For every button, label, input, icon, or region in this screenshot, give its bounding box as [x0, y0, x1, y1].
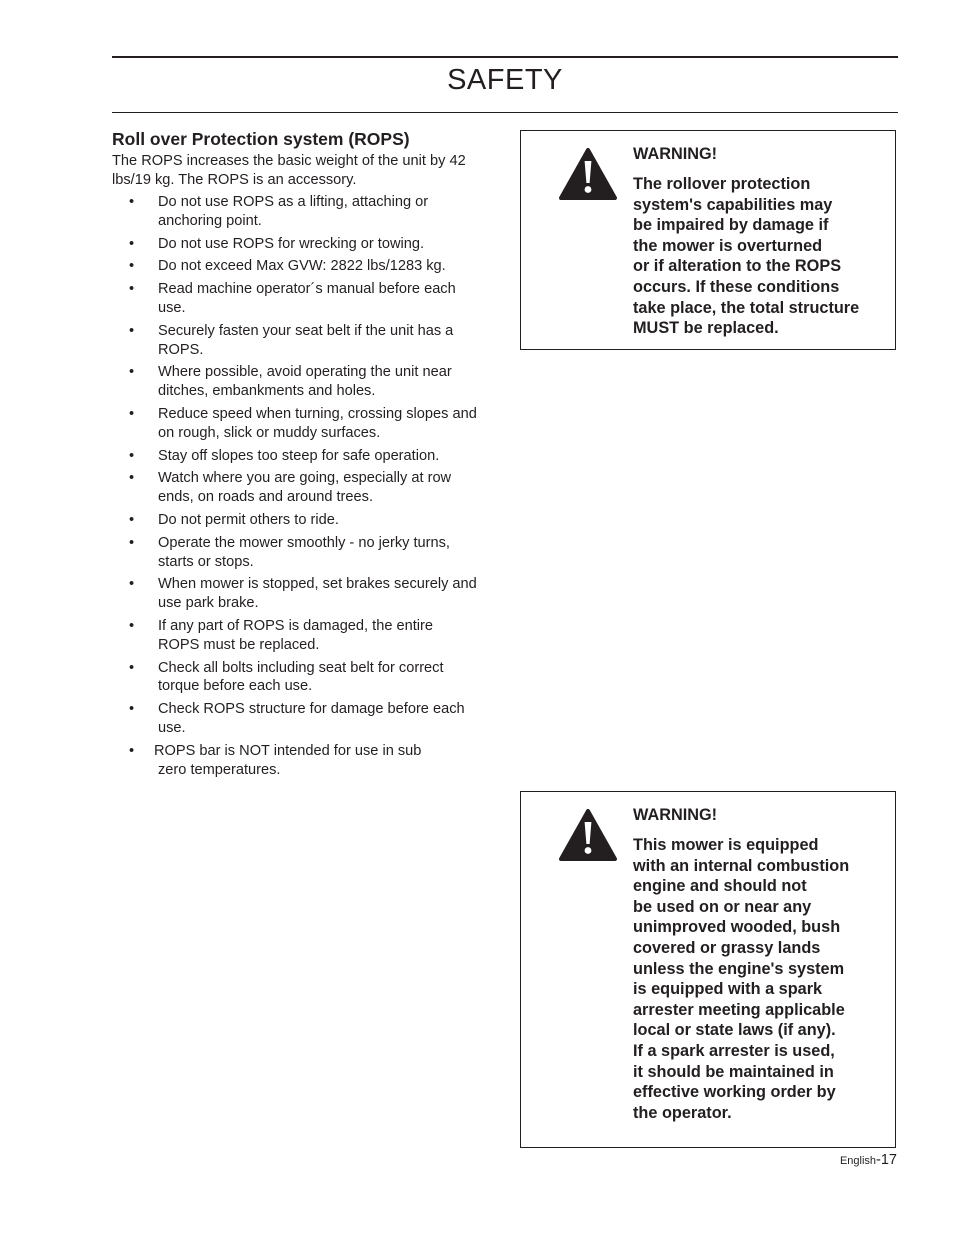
list-item: [112, 280, 497, 318]
list-item-text: Do not use ROPS as a lifting, attaching or anchoring point.: [158, 194, 429, 229]
list-item-text: Reduce speed when turning, crossing slopes and on rough, slick or muddy surfaces.: [158, 405, 477, 441]
list-item: [112, 322, 497, 360]
warning-heading: WARNING!: [633, 806, 718, 824]
list-item-text: Watch where you are going, especially at row ends, on roads and around trees.: [158, 470, 452, 506]
list-item-text: Do not exceed Max GVW: 2822 lbs/1283 kg.: [158, 258, 446, 275]
list-item: [112, 193, 497, 231]
list-item-text: Operate the mower smoothly - no jerky turns, starts or stops.: [158, 534, 450, 570]
bullet-icon: •: [129, 511, 135, 528]
list-item: [112, 447, 497, 466]
list-item-text: Do not use ROPS for wrecking or towing.: [158, 235, 425, 252]
list-item-text-continued: zero temperatures.: [158, 761, 281, 778]
bullet-icon: •: [129, 364, 135, 381]
list-item: [112, 235, 497, 254]
list-item: [112, 742, 497, 780]
bullet-icon: •: [129, 235, 135, 252]
list-item: [112, 534, 497, 572]
list-item-text: Read machine operator´s manual before each use.: [158, 281, 456, 316]
warning-body: This mower is equipped with an internal combustion engine and should not be used on or near any unimproved wooded, bush covered or grassy lands unless the engine's system is equipped with a spark arrester meeting applicable local or state laws (if any). If a spark arrester is used, it should be maintained in effective working order by the operator.: [633, 836, 850, 1122]
bullet-icon: •: [129, 258, 135, 275]
warning-heading: WARNING!: [633, 145, 718, 163]
section-heading: Roll over Protection system (ROPS): [112, 129, 410, 149]
list-item: [112, 659, 497, 697]
bullet-icon: •: [129, 659, 135, 676]
list-item-text: Stay off slopes too steep for safe operation.: [158, 447, 440, 464]
bullet-icon: •: [129, 576, 135, 593]
header-bottom-rule: [112, 112, 898, 113]
bullet-icon: •: [129, 405, 135, 422]
list-item-text: Check ROPS structure for damage before each use.: [158, 701, 465, 736]
list-item: [112, 405, 497, 443]
exclamation-triangle-icon: [558, 808, 618, 862]
list-item: [112, 511, 497, 530]
list-item-text: Do not permit others to ride.: [158, 511, 339, 528]
bullet-icon: •: [129, 534, 135, 551]
spark-arrester-warning-box: [520, 791, 896, 1148]
bullet-icon: •: [129, 742, 135, 759]
bullet-icon: •: [129, 447, 135, 464]
rops-section: [112, 127, 497, 783]
page-footer: [840, 1152, 897, 1168]
list-item-text: ROPS bar is NOT intended for use in sub: [154, 742, 422, 759]
list-item-text: If any part of ROPS is damaged, the entire ROPS must be replaced.: [158, 617, 433, 653]
header-top-rule: [112, 56, 898, 58]
footer-separator: -: [876, 1152, 881, 1168]
footer-language: English: [839, 1155, 877, 1167]
list-item-text: Where possible, avoid operating the unit near ditches, embankments and holes.: [158, 364, 452, 400]
list-item-text: Check all bolts including seat belt for correct torque before each use.: [158, 659, 444, 695]
list-item: [112, 363, 497, 401]
bullet-icon: •: [129, 281, 135, 298]
list-item: [112, 257, 497, 276]
bullet-icon: •: [129, 322, 135, 339]
bullet-icon: •: [129, 701, 135, 718]
rollover-warning-box: [520, 130, 896, 350]
rops-bullet-list: [112, 193, 497, 779]
list-item: [112, 575, 497, 613]
section-intro: The ROPS increases the basic weight of the unit by 42 lbs/19 kg. The ROPS is an accessory.: [112, 153, 466, 188]
page-number: 17: [880, 1152, 897, 1168]
warning-body: The rollover protection system's capabilities may be impaired by damage if the mower is overturned or if alteration to the ROPS occurs. If these conditions take place, the total structure MUST be replaced.: [633, 175, 860, 338]
list-item-text: When mower is stopped, set brakes securely and use park brake.: [158, 576, 477, 612]
exclamation-triangle-icon: [558, 147, 618, 201]
list-item-text: Securely fasten your seat belt if the unit has a ROPS.: [158, 322, 454, 358]
list-item: [112, 700, 497, 738]
bullet-icon: •: [129, 617, 135, 634]
bullet-icon: •: [129, 194, 135, 210]
page-title: SAFETY: [447, 64, 563, 96]
list-item: [112, 617, 497, 655]
bullet-icon: •: [129, 470, 135, 487]
list-item: [112, 469, 497, 507]
